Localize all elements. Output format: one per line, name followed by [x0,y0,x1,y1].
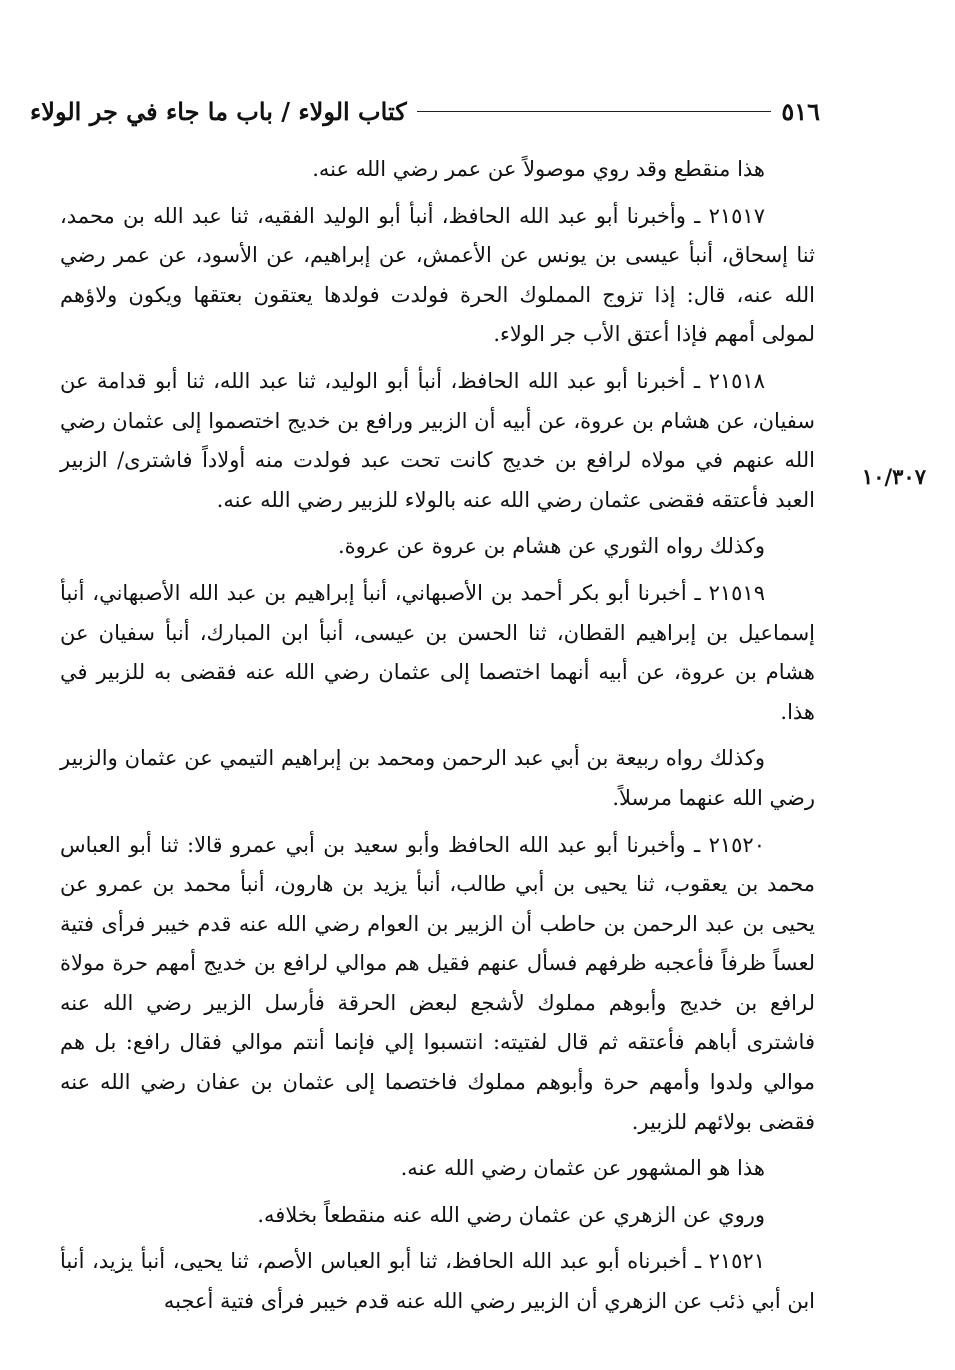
hadith-paragraph: ٢١٥١٨ ـ أخبرنا أبو عبد الله الحافظ، أنبأ أبو الوليد، ثنا عبد الله، ثنا أبو قدامة عن سفيان، عن هشام بن عروة، عن أبيه أن الزبير ورافع بن خديج اختصموا إلى عثمان رضي الله عنهم في مولاه لرافع بن خديج كانت تحت عبد فولدت منه أولاداً فاشترى/ الزبير العبد فأعتقه فقضى عثمان رضي الله عنه بالولاء للزبير رضي الله عنه. [60,368,815,512]
hadith-paragraph: ٢١٥٢٠ ـ وأخبرنا أبو عبد الله الحافظ وأبو سعيد بن أبي عمرو قالا: ثنا أبو العباس محمد بن يعقوب، ثنا يحيى بن أبي طالب، أنبأ يزيد بن هارون، أنبأ محمد بن عمرو عن يحيى بن عبد الرحمن بن حاطب أن الزبير بن العوام رضي الله عنه قدم خيبر فرأى فتية لعساً ظرفاً فأعجبه ظرفهم فسأل عنهم فقيل هم موالي لرافع بن خديج أمهم حرة مولاة لرافع بن خديج وأبوهم مملوك لأشجع لبعض الحرقة فأرسل الزبير رضي الله عنه فاشترى أباهم فأعتقه ثم قال لفتيته: انتسبوا إلي فإنما أنتم موالي فقال رافع: بل هم موالي ولدوا وأمهم حرة وأبوهم مملوك فاختصما إلى عثمان بن عفان رضي الله عنه فقضى بولائهم للزبير. [60,832,815,1134]
header-rule [417,111,772,112]
paragraph: وكذلك رواه ربيعة بن أبي عبد الرحمن ومحمد بن إبراهيم التيمي عن عثمان والزبير رضي الله عنهما مرسلاً. [60,746,815,810]
paragraph: هذا منقطع وقد روي موصولاً عن عمر رضي الله عنه. [312,157,765,181]
paragraph: وروي عن الزهري عن عثمان رضي الله عنه منقطعاً بخلافه. [257,1202,765,1227]
hadith-paragraph: ٢١٥١٩ ـ أخبرنا أبو بكر أحمد بن الأصبهاني، أنبأ إبراهيم بن عبد الله الأصبهاني، أنبأ إسماعيل بن إبراهيم القطان، ثنا الحسن بن عيسى، أنبأ ابن المبارك، أنبأ سفيان عن هشام بن عروة، عن أبيه أنهما اختصما إلى عثمان رضي الله عنه فقضى به للزبير في هذا. [60,580,815,724]
page-header [30,86,820,126]
body-text [60,150,815,1329]
paragraph: هذا هو المشهور عن عثمان رضي الله عنه. [400,1156,765,1181]
running-title: كتاب الولاء / باب ما جاء في جر الولاء [30,97,407,126]
hadith-paragraph: ٢١٥٢١ ـ أخبرناه أبو عبد الله الحافظ، ثنا أبو العباس الأصم، ثنا يحيى، أنبأ يزيد، أنبأ ابن أبي ذئب عن الزهري أن الزبير رضي الله عنه قدم خيبر فرأى فتية أعجبه [60,1249,815,1314]
margin-volume-page-reference: ١٠/٣٠٧ [861,464,926,489]
page-number: ٥١٦ [781,97,820,126]
paragraph: وكذلك رواه الثوري عن هشام بن عروة عن عروة. [337,534,765,559]
hadith-paragraph: ٢١٥١٧ ـ وأخبرنا أبو عبد الله الحافظ، أنبأ أبو الوليد الفقيه، ثنا عبد الله بن محمد، ثنا إسحاق، أنبأ عيسى بن يونس عن الأعمش، عن إبراهيم، عن الأسود، عن عمر رضي الله عنه، قال: إذا تزوج المملوك الحرة فولدت فولدها يعتقون بعتقها ويكون ولاؤهم لمولى أمهم فإذا أعتق الأب جر الولاء. [60,203,815,347]
